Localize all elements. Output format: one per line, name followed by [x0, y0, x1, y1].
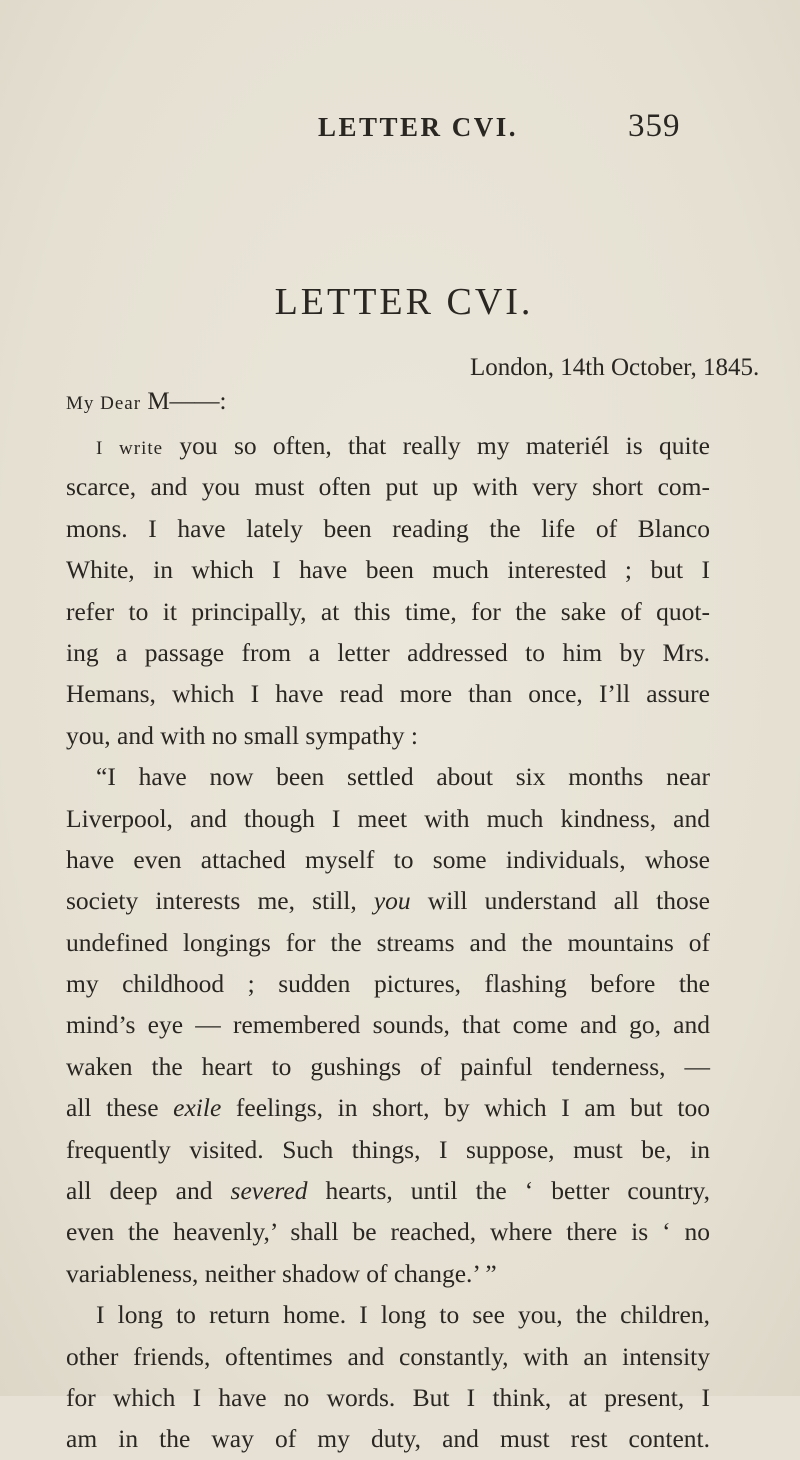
quote-line: waken the heart to gushings of painful tenderness, —	[66, 1051, 710, 1081]
letter-body	[66, 425, 710, 1460]
quote-line: mind’s eye — remembered sounds, that come and go, and	[66, 1010, 710, 1040]
quote-line: Liverpool, and though I meet with much kindness, and	[66, 803, 710, 833]
body-line: ing a passage from a letter addressed to him by Mrs.	[66, 637, 710, 667]
body-line: you, and with no small sympathy :	[66, 720, 419, 750]
quote-text: feelings, in short, by which I am but too	[221, 1093, 710, 1123]
quote-line	[66, 880, 710, 921]
salutation-name: M——:	[147, 388, 227, 415]
body-line: am in the way of my duty, and must rest content.	[66, 1424, 710, 1454]
body-line: mons. I have lately been reading the life of Blanco	[66, 513, 710, 543]
quote-line: variableness, neither shadow of change.’ ”	[66, 1258, 497, 1288]
quote-line: my childhood ; sudden pictures, flashing before the	[66, 969, 710, 999]
quote-line: have even attached myself to some individuals, whose	[66, 844, 710, 874]
quote-text: hearts, until the ‘ better country,	[307, 1176, 710, 1206]
quote-line: undefined longings for the streams and the mountains of	[66, 927, 710, 957]
body-line: White, in which I have been much interested ; but I	[66, 555, 710, 585]
quote-text: society interests me, still,	[66, 886, 374, 916]
body-line: for which I have no words. But I think, at present, I	[66, 1382, 710, 1412]
quote-line	[66, 1087, 710, 1128]
quote-line	[66, 1170, 710, 1211]
quote-text: all these	[66, 1093, 174, 1123]
quote-text: all deep and	[66, 1176, 231, 1206]
italic-word: exile	[173, 1093, 222, 1123]
body-line-text: you so often, that really my materiél is quite	[163, 431, 710, 460]
page-number: 359	[628, 108, 681, 144]
body-line: I long to return home. I long to see you, the children,	[96, 1300, 710, 1330]
letter-dateline: London, 14th October, 1845.	[470, 354, 760, 381]
running-head-title: LETTER CVI.	[318, 112, 519, 142]
body-line: scarce, and you must often put up with very short com-	[66, 472, 710, 502]
quote-line: “I have now been settled about six months near	[96, 762, 710, 792]
letter-heading: LETTER CVI.	[274, 281, 534, 323]
running-head	[0, 108, 800, 148]
quote-line: even the heavenly,’ shall be reached, where there is ‘ no	[66, 1217, 710, 1247]
quote-text: will understand all those	[410, 886, 711, 916]
body-line	[66, 425, 710, 466]
letter-salutation	[66, 388, 227, 416]
salutation-start: My Dear	[66, 393, 142, 414]
body-line: other friends, oftentimes and constantly, with an intensity	[66, 1341, 710, 1371]
italic-word: severed	[230, 1176, 308, 1206]
body-line: Hemans, which I have read more than once, I’ll assure	[66, 679, 710, 709]
italic-word: you	[373, 886, 411, 916]
quote-line: frequently visited. Such things, I suppose, must be, in	[66, 1134, 710, 1164]
body-line: refer to it principally, at this time, for the sake of quot-	[66, 596, 710, 626]
opening-small-caps: I write	[96, 438, 164, 459]
